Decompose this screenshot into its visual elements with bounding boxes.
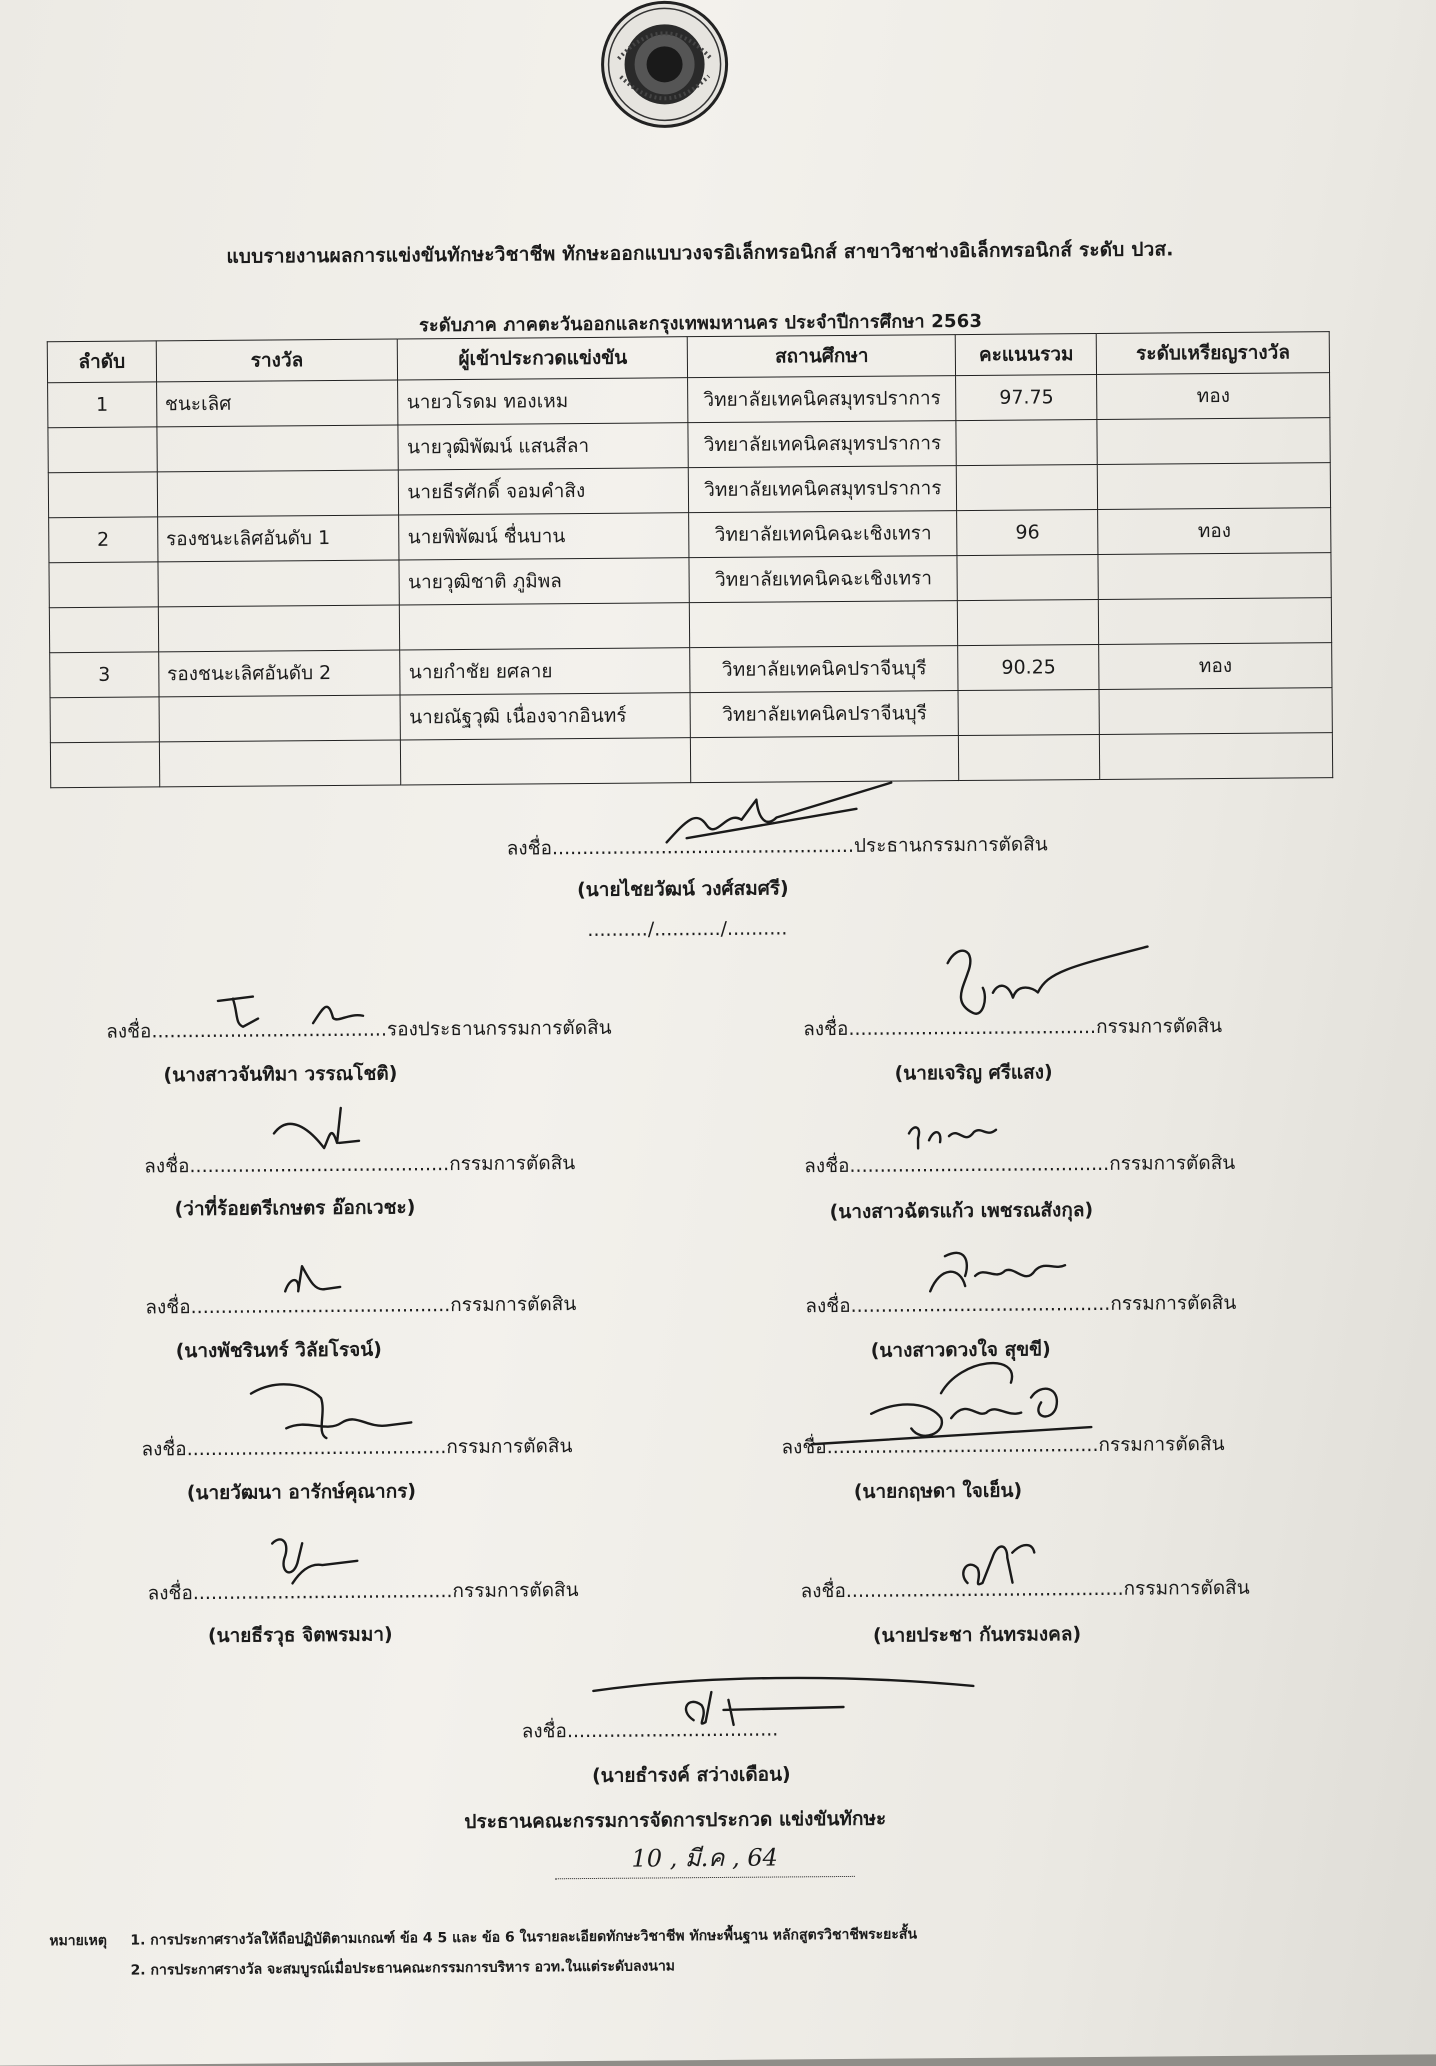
signature-line-judge: ลงชื่อ.........................................กรรมการตัดสิน: [803, 1015, 1223, 1041]
cell-contestant: นายวุฒิชาติ ภูมิพล: [399, 558, 689, 605]
cell-institution: วิทยาลัยเทคนิคสมุทรปราการ: [688, 376, 956, 423]
cell-score: [959, 734, 1100, 780]
signature-line-judge: ลงชื่อ...........................................กรรมการตัดสิน: [141, 1435, 573, 1461]
sign-label: ลงชื่อ: [781, 1436, 827, 1459]
report-title: แบบรายงานผลการแข่งขันทักษะวิชาชีพ ทักษะออกแบบวงจรอิเล็กทรอนิกส์ สาขาวิชาช่างอิเล็กทรอนิกส์ ระดับ ปวส.: [226, 238, 1174, 268]
cell-institution: วิทยาลัยเทคนิคสมุทรปราการ: [688, 421, 956, 468]
handwritten-signature-judge: [937, 942, 1158, 1039]
signer-name-judge: (นางสาวฉัตรแก้ว เพชรณสังกุล): [829, 1199, 1094, 1224]
signature-line-judge: ลงชื่อ...........................................กรรมการตัดสิน: [145, 1293, 577, 1319]
sign-label: ลงชื่อ: [800, 1579, 846, 1603]
date-line: ........../.........../..........: [587, 917, 788, 941]
cell-award: [159, 740, 401, 787]
cell-institution: [691, 736, 959, 783]
cell-contestant: [401, 738, 691, 785]
signature-line-organizer: ลงชื่อ...................................: [521, 1718, 779, 1743]
signer-name-judge: (นายวัฒนา อารักษ์คุณากร): [186, 1480, 417, 1505]
signature-line-chair: ลงชื่อ..................................................ประธานกรรมการตัดสิน: [506, 833, 1048, 860]
cell-score: [958, 689, 1099, 735]
sign-label: ลงชื่อ: [521, 1720, 567, 1743]
handwritten-signature-judge: [791, 1357, 1122, 1460]
signature-line-judge: ลงชื่อ..............................................กรรมการตัดสิน: [800, 1576, 1250, 1603]
signer-role: กรรมการตัดสิน: [449, 1152, 576, 1176]
cell-institution: วิทยาลัยเทคนิคปราจีนบุรี: [690, 691, 958, 738]
handwritten-signature-judge: [246, 1377, 427, 1448]
cell-rank: [50, 742, 159, 788]
handwritten-date: 10 , มี.ค , 64: [555, 1837, 855, 1879]
handwritten-signature-judge: [269, 1103, 389, 1164]
cell-institution: [690, 601, 958, 648]
cell-contestant: นายวโรดม ทองเหม: [398, 378, 688, 425]
note-item: 2. การประกาศรางวัล จะสมบูรณ์เมื่อประธานคณะกรรมการบริหาร อวท.ในแต่ระดับลงนาม: [130, 1958, 676, 1979]
sign-label: ลงชื่อ: [145, 1296, 191, 1319]
cell-award: ชนะเลิศ: [156, 380, 398, 427]
cell-score: 96: [957, 509, 1098, 555]
signer-role: กรรมการตัดสิน: [1095, 1015, 1223, 1038]
signature-line-vice-chair: ลงชื่อ.......................................รองประธานกรรมการตัดสิน: [106, 1016, 612, 1043]
sign-label: ลงชื่อ: [805, 1294, 851, 1318]
cell-award: [157, 470, 399, 517]
cell-award: รองชนะเลิศอันดับ 1: [157, 515, 399, 562]
cell-rank: [49, 562, 158, 608]
cell-award: [158, 560, 400, 607]
cell-medal: [1100, 733, 1333, 780]
signer-role: กรรมการตัดสิน: [1109, 1151, 1236, 1175]
note-item: 1. การประกาศรางวัลให้ถือปฏิบัติตามเกณฑ์ ข้อ 4 5 และ ข้อ 6 ในรายละเอียดทักษะวิชาชีพ ทักษะพื้นฐาน หลักสูตรวิชาชีพระยะสั้น: [130, 1926, 918, 1949]
signer-name-judge: (ว่าที่ร้อยตรีเกษตร อ๊อกเวชะ): [174, 1196, 416, 1221]
header-contestant: ผู้เข้าประกวดแข่งขัน: [398, 337, 688, 380]
cell-award: รองชนะเลิศอันดับ 2: [158, 650, 400, 697]
cell-rank: 1: [48, 382, 157, 428]
sign-label: ลงชื่อ: [144, 1155, 190, 1178]
signer-role: กรรมการตัดสิน: [1123, 1576, 1250, 1600]
cell-rank: 3: [50, 652, 159, 698]
notes-label: หมายเหตุ: [49, 1932, 108, 1950]
signer-role: กรรมการตัดสิน: [450, 1293, 577, 1317]
cell-medal: [1099, 598, 1332, 645]
header-award: รางวัล: [156, 339, 398, 382]
cell-contestant: นายณัฐวุฒิ เนื่องจากอินทร์: [400, 693, 690, 740]
cell-medal: [1098, 553, 1331, 600]
handwritten-signature-vice-chair: [213, 987, 413, 1039]
cell-contestant: นายวุฒิพัฒน์ แสนสีลา: [398, 423, 688, 470]
cell-score: [956, 419, 1097, 465]
cell-score: 97.75: [956, 374, 1097, 420]
sign-label: ลงชื่อ: [506, 837, 553, 860]
handwritten-signature-judge: [280, 1261, 360, 1307]
signer-role: รองประธานกรรมการตัดสิน: [386, 1016, 612, 1041]
signer-role: ประธานกรรมการตัดสิน: [853, 833, 1048, 857]
handwritten-signature-judge: [952, 1532, 1053, 1603]
signature-line-judge: ลงชื่อ...........................................กรรมการตัดสิน: [805, 1291, 1237, 1318]
sign-label: ลงชื่อ: [147, 1582, 193, 1605]
signature-line-judge: ลงชื่อ...........................................กรรมการตัดสิน: [147, 1579, 579, 1605]
signer-name-organizer: (นายธำรงค์ สว่างเดือน): [591, 1763, 791, 1787]
header-total-score: คะแนนรวม: [956, 333, 1097, 375]
signer-name-judge: (นายกฤษดา ใจเย็น): [853, 1479, 1023, 1503]
cell-medal: ทอง: [1097, 373, 1330, 420]
signature-line-judge: ลงชื่อ...........................................กรรมการตัดสิน: [804, 1151, 1236, 1178]
report-subtitle: ระดับภาค ภาคตะวันออกและกรุงเทพมหานคร ประจำปีการศึกษา 2563: [418, 310, 983, 337]
cell-rank: [50, 697, 159, 743]
cell-rank: [49, 607, 158, 653]
cell-score: 90.25: [958, 644, 1099, 690]
cell-rank: [48, 427, 157, 473]
sign-label: ลงชื่อ: [803, 1017, 849, 1041]
cell-medal: ทอง: [1098, 508, 1331, 555]
sign-label: ลงชื่อ: [804, 1154, 850, 1178]
cell-contestant: นายกำชัย ยศลาย: [400, 648, 690, 695]
cell-institution: วิทยาลัยเทคนิคฉะเชิงเทรา: [689, 556, 957, 603]
cell-award: [159, 695, 401, 742]
signer-name-judge: (นางสาวดวงใจ สุขขี): [870, 1338, 1051, 1362]
cell-score: [957, 464, 1098, 510]
organizer-role: ประธานคณะกรรมการจัดการประกวด แข่งขันทักษะ: [464, 1807, 887, 1833]
signer-role: กรรมการตัดสิน: [446, 1435, 573, 1459]
signer-name-chair: (นายไชยวัฒน์ วงศ์สมศรี): [576, 877, 789, 902]
handwritten-signature-judge: [925, 1245, 1105, 1306]
signer-role: กรรมการตัดสิน: [452, 1579, 579, 1603]
cell-medal: [1099, 688, 1332, 735]
header-rank: ลำดับ: [47, 341, 156, 383]
signer-name-vice-chair: (นางสาวจันทิมา วรรณโชติ): [163, 1062, 398, 1087]
cell-institution: วิทยาลัยเทคนิคปราจีนบุรี: [690, 646, 958, 693]
results-table: [47, 331, 1333, 788]
cell-award: [158, 605, 400, 652]
header-medal-level: ระดับเหรียญรางวัล: [1097, 332, 1330, 375]
signer-name-judge: (นายประชา กันทรมงคล): [872, 1623, 1082, 1647]
signer-role: กรรมการตัดสิน: [1098, 1432, 1225, 1456]
handwritten-signature-chair: [646, 778, 907, 860]
cell-medal: [1097, 418, 1330, 465]
handwritten-signature-judge: [262, 1533, 372, 1594]
signer-name-judge: (นายเจริญ ศรีแสง): [894, 1061, 1053, 1085]
cell-score: [957, 554, 1098, 600]
handwritten-signature-judge: [904, 1118, 1024, 1159]
header-institution: สถานศึกษา: [688, 335, 956, 378]
signer-name-judge: (นายธีรวุธ จิตพรมมา): [207, 1623, 393, 1647]
signer-role: กรรมการตัดสิน: [1110, 1291, 1237, 1315]
signature-line-judge: ลงชื่อ...........................................กรรมการตัดสิน: [144, 1152, 576, 1178]
sign-label: ลงชื่อ: [141, 1438, 187, 1461]
cell-medal: ทอง: [1099, 643, 1332, 690]
cell-contestant: [400, 603, 690, 650]
cell-contestant: นายธีรศักดิ์ จอมคำสิง: [399, 468, 689, 515]
cell-contestant: นายพิพัฒน์ ชื่นบาน: [399, 513, 689, 560]
sign-label: ลงชื่อ: [106, 1020, 152, 1043]
handwritten-signature-organizer: [583, 1668, 984, 1741]
cell-rank: [48, 472, 157, 518]
cell-institution: วิทยาลัยเทคนิคฉะเชิงเทรา: [689, 511, 957, 558]
signer-name-judge: (นางพัชรินทร์ วิลัยโรจน์): [175, 1338, 383, 1363]
organization-seal-icon: [598, 0, 731, 131]
signature-line-judge: ลงชื่อ.............................................กรรมการตัดสิน: [781, 1432, 1225, 1459]
cell-award: [157, 425, 399, 472]
cell-score: [958, 599, 1099, 645]
cell-medal: [1098, 463, 1331, 510]
cell-rank: 2: [49, 517, 158, 563]
cell-institution: วิทยาลัยเทคนิคสมุทรปราการ: [689, 466, 957, 513]
